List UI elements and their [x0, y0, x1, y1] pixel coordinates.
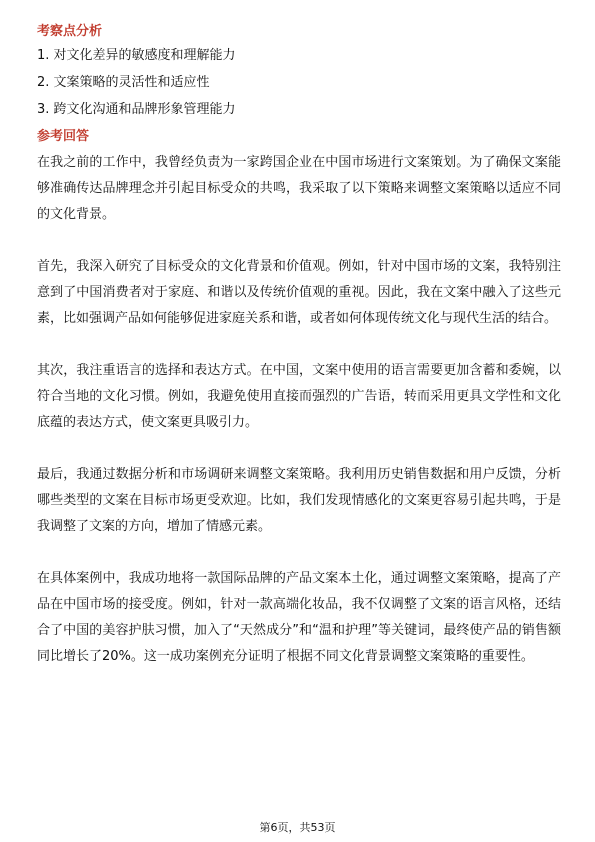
analysis-list — [37, 47, 561, 118]
answer-heading: 参考回答 — [37, 129, 90, 144]
page-number: 第6页，共53页 — [259, 821, 336, 834]
answer-paragraph-2: 首先，我深入研究了目标受众的文化背景和价值观。例如，针对中国市场的文案，我特别注意到了中国消费者对于家庭、和谐以及传统价值观的重视。因此，我在文案中融入了这些元素，比如强调产品如何能够促进家庭关系和谐，或者如何体现传统文化与现代生活的结合。 — [37, 259, 561, 326]
analysis-item: 3. 跨文化沟通和品牌形象管理能力 — [37, 102, 236, 117]
answer-paragraph-1: 在我之前的工作中，我曾经负责为一家跨国企业在中国市场进行文案策划。为了确保文案能够准确传达品牌理念并引起目标受众的共鸣，我采取了以下策略来调整文案策略以适应不同的文化背景。 — [37, 155, 561, 222]
answer-paragraph-4: 最后，我通过数据分析和市场调研来调整文案策略。我利用历史销售数据和用户反馈，分析哪些类型的文案在目标市场更受欢迎。比如，我们发现情感化的文案更容易引起共鸣，于是我调整了文案的方向，增加了情感元素。 — [37, 467, 561, 534]
answer-paragraph-5: 在具体案例中，我成功地将一款国际品牌的产品文案本土化，通过调整文案策略，提高了产品在中国市场的接受度。例如，针对一款高端化妆品，我不仅调整了文案的语言风格，还结合了中国的美容护肤习惯，加入了“天然成分”和“温和护理”等关键词，最终使产品的销售额同比增长了20%。这一成功案例充分证明了根据不同文化背景调整文案策略的重要性。 — [37, 571, 561, 664]
page-content — [37, 23, 561, 696]
answer-paragraph-3: 其次，我注重语言的选择和表达方式。在中国，文案中使用的语言需要更加含蓄和委婉，以符合当地的文化习惯。例如，我避免使用直接而强烈的广告语，转而采用更具文学性和文化底蕴的表达方式，使文案更具吸引力。 — [37, 363, 561, 430]
analysis-item: 2. 文案策略的灵活性和适应性 — [37, 75, 210, 90]
analysis-item: 1. 对文化差异的敏感度和理解能力 — [37, 48, 236, 63]
analysis-heading: 考察点分析 — [37, 24, 103, 39]
